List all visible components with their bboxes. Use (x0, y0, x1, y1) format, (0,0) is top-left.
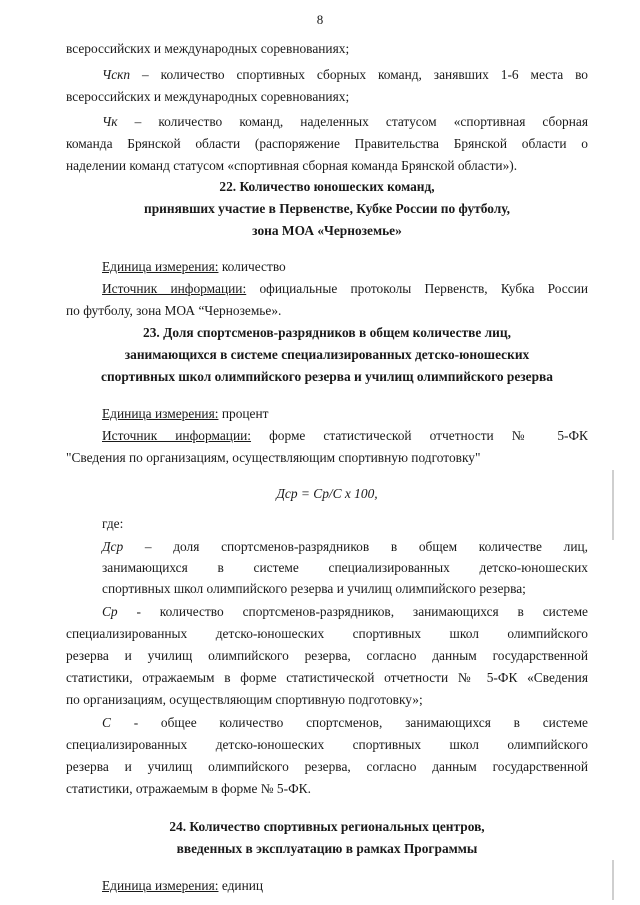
section-23-source (102, 427, 588, 444)
source-value: официальные протоколы Первенств, Кубка России (246, 281, 588, 296)
definition-dsr: Дср – доля спортсменов-разрядников в общем количестве лиц, (102, 539, 588, 554)
section-23-unit (102, 405, 588, 422)
definition-chk: Чк – количество команд, наделенных статусом «спортивная сборная (102, 114, 588, 129)
text-line: статистики, отражаемым в форме статистической отчетности № 5-ФК «Сведения (66, 670, 588, 685)
source-value: форме статистической отчетности № 5-ФК (251, 428, 588, 443)
text-line: статистики, отражаемым в форме № 5-ФК. (66, 781, 311, 796)
text-line: по футболу, зона МОА “Черноземье». (66, 303, 282, 318)
text-line: по организациям, осуществляющим спортивную подготовку»; (66, 692, 423, 707)
section-22-title-line3: зона МОА «Черноземье» (252, 223, 402, 238)
source-label: Источник информации: (102, 428, 252, 443)
text-line: всероссийских и международных соревнованиях; (66, 41, 350, 56)
section-23-title-line3: спортивных школ олимпийского резерва и училищ олимпийского резерва (101, 369, 553, 384)
text-line: команда Брянской области (распоряжение Правительства Брянской области о (66, 136, 588, 151)
section-24-title: 24. Количество спортивных региональных центров, (169, 819, 485, 834)
definition-sr: Ср - количество спортсменов-разрядников, занимающихся в системе (102, 604, 588, 619)
variable-c: С (102, 715, 111, 730)
text-line: резерва и училищ олимпийского резерва, согласно данным государственной (66, 759, 588, 774)
text-line: занимающихся в системе специализированных детско-юношеских (102, 560, 588, 575)
variable-dsr: Дср (102, 539, 124, 554)
text-line: наделении команд статусом «спортивная сборная команда Брянской области»). (66, 158, 518, 173)
unit-value: процент (218, 406, 269, 421)
unit-value: единиц (218, 878, 264, 893)
section-24-unit (102, 877, 588, 894)
section-22-source (102, 280, 588, 297)
section-22-unit (102, 258, 588, 275)
text-line: всероссийских и международных соревнованиях; (66, 89, 350, 104)
source-label: Источник информации: (102, 281, 247, 296)
scan-margin-mark (612, 860, 614, 900)
formula: Дср = Ср/С х 100, (276, 486, 378, 501)
definition-c: С - общее количество спортсменов, занимающихся в системе (102, 715, 588, 730)
text-line: специализированных детско-юношеских спортивных школ олимпийского (66, 626, 588, 641)
scan-margin-mark (612, 470, 614, 540)
section-24-title-line2: введенных в эксплуатацию в рамках Программы (176, 841, 478, 856)
text-line: резерва и училищ олимпийского резерва, согласно данным государственной (66, 648, 588, 663)
definition-chskp: Чскп – количество спортивных сборных команд, занявших 1-6 места во (102, 67, 588, 82)
section-23-title: 23. Доля спортсменов-разрядников в общем количестве лиц, (143, 325, 511, 340)
unit-label: Единица измерения: (102, 878, 219, 893)
text-line: "Сведения по организациям, осуществляющим спортивную подготовку" (66, 450, 481, 465)
page-number: 8 (316, 12, 324, 27)
section-23-title-line2: занимающихся в системе специализированных детско-юношеских (124, 347, 530, 362)
unit-value: количество (218, 259, 286, 274)
text-line: спортивных школ олимпийского резерва и училищ олимпийского резерва; (102, 581, 526, 596)
where-label: где: (102, 516, 124, 531)
variable-chk: Чк (102, 114, 118, 129)
unit-label: Единица измерения: (102, 259, 219, 274)
variable-sr: Ср (102, 604, 118, 619)
variable-chskp: Чскп (102, 67, 131, 82)
section-22-title-line2: принявших участие в Первенстве, Кубке России по футболу, (144, 201, 510, 216)
section-22-title: 22. Количество юношеских команд, (219, 179, 435, 194)
text-line: специализированных детско-юношеских спортивных школ олимпийского (66, 737, 588, 752)
unit-label: Единица измерения: (102, 406, 219, 421)
